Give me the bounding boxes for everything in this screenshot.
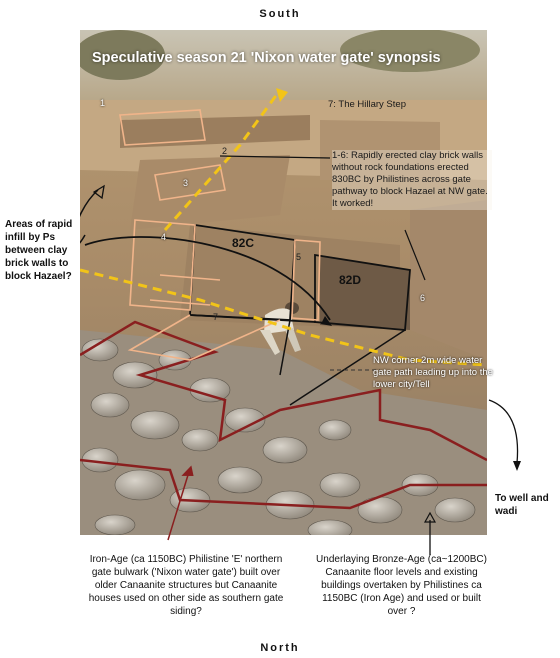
wall-number-3: 3 [183,178,189,188]
wall-number-4: 4 [161,232,167,242]
south-label: South [259,8,301,20]
to-well-note: To well and wadi [495,493,549,517]
nw-corner-note: NW corner 2m wide water gate path leading up into the lower city/Tell [373,355,493,390]
iron-age-caption: Iron-Age (ca 1150BC) Philistine 'E' northern gate bulwark ('Nixon water gate') built over older Canaanite structures but Canaanite houses used on other side as southern gate siding? [88,554,284,617]
hillary-step-label: 7: The Hillary Step [328,99,406,110]
wall-number-7: 7 [213,312,219,322]
page-title: Speculative season 21 'Nixon water gate' synopsis [92,50,441,66]
walls-note: 1-6: Rapidly erected clay brick walls without rock foundations erected 830BC by Philistines across gate pathway to block Hazael at NW gate. It worked! [332,150,492,210]
wall-number-2: 2 [222,146,228,156]
wall-number-1: 1 [100,98,106,108]
bronze-age-caption: Underlaying Bronze-Age (ca~1200BC) Canaanite floor levels and existing buildings overtaken by Philistines ca 1150BC (Iron Age) and used or built over ? [316,554,487,617]
up-arrow-icon [160,465,200,545]
curved-arrow-icon [487,395,527,475]
area-82d-label: 82D [339,273,362,287]
area-82c-label: 82C [232,236,255,250]
wall-number-5: 5 [296,252,302,262]
excavation-photo [80,30,487,535]
infill-note: Areas of rapid infill by Ps between clay brick walls to block Hazael? [5,219,73,282]
wall-number-6: 6 [420,293,426,303]
north-label: North [260,642,300,654]
